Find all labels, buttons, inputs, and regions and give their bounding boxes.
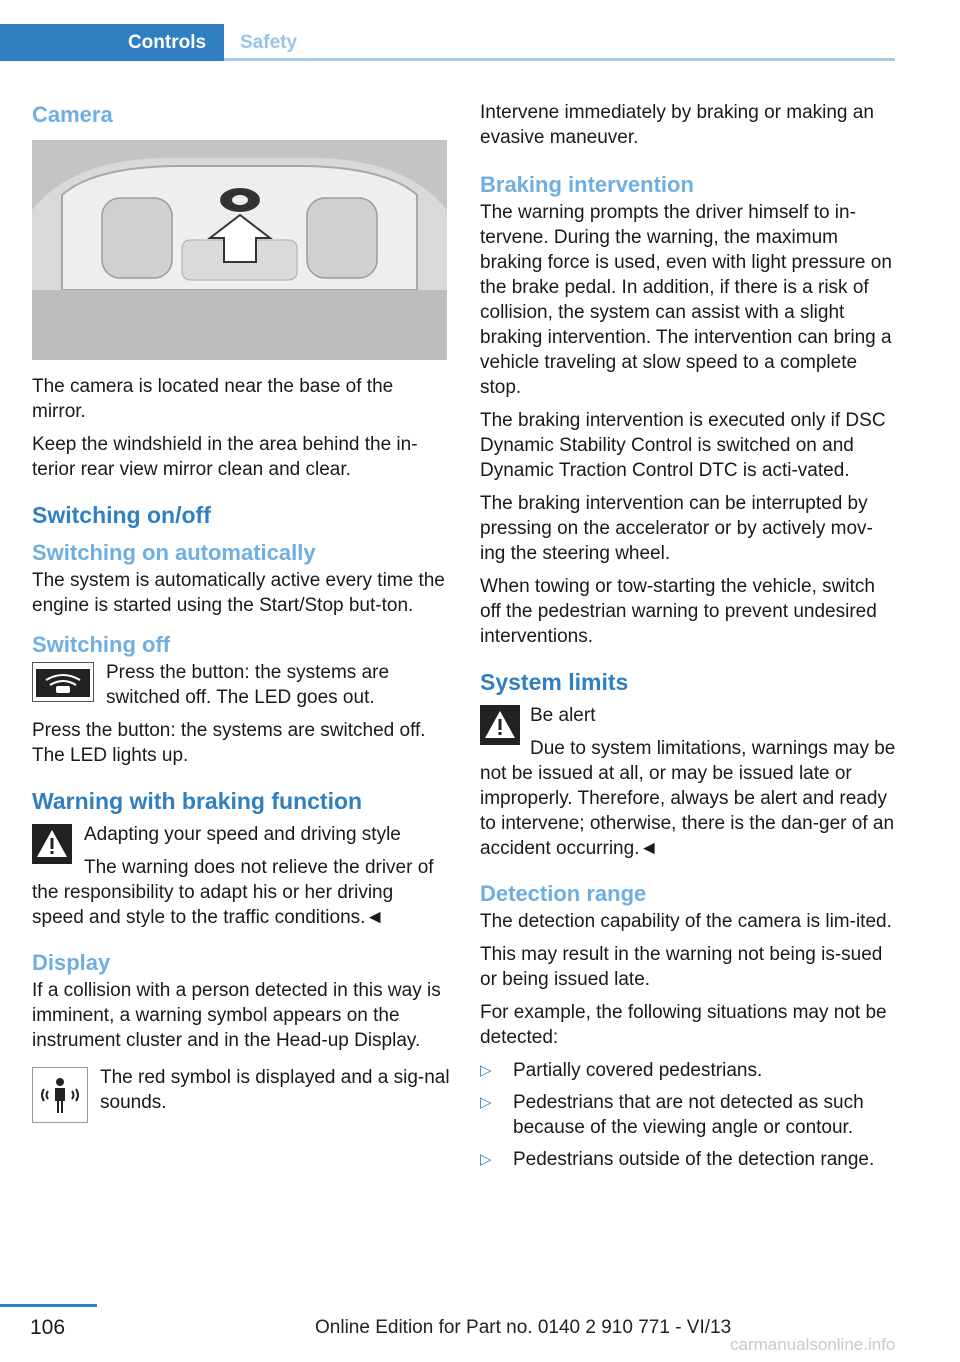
warning-note-title: Adapting your speed and driving style	[84, 824, 401, 845]
warning-triangle-icon	[32, 824, 72, 864]
detection-text-3: For example, the following situations may not be detected:	[480, 1002, 887, 1048]
switch-off-note-text: Press the button: the systems are switched off. The LED goes out.	[106, 662, 390, 708]
pedestrian-warning-symbol-icon	[32, 1067, 88, 1123]
camera-text-1: The camera is located near the base of the mirror.	[32, 376, 394, 422]
display-text: If a collision with a person detected in this way is imminent, a warning symbol appears on the instrument cluster and in the Head-up Display.	[32, 980, 441, 1051]
limits-note	[480, 703, 898, 728]
system-limits-heading: System limits	[480, 669, 629, 695]
braking-text-2: The braking intervention is executed only if DSC Dynamic Stability Control is switched on and Dynamic Traction Control DTC is acti‐vated.	[480, 410, 886, 481]
detection-text-2: This may result in the warning not being is‐sued or being issued late.	[480, 944, 883, 990]
tab-safety[interactable]: Safety	[240, 32, 298, 53]
warning-triangle-icon	[480, 705, 520, 745]
display-note	[32, 1065, 450, 1115]
bullet-icon: ▷	[480, 1062, 492, 1079]
warning-braking-heading: Warning with braking function	[32, 788, 363, 814]
rear-window-camera-photo	[32, 140, 447, 360]
warning-note-text: The warning does not relieve the driver of the responsibility to adapt his or her driving speed and style to the traffic conditions.◄	[32, 857, 434, 928]
list-item-text: Partially covered pedestrians.	[513, 1060, 763, 1081]
page-number: 106	[30, 1316, 66, 1339]
switch-off-note	[32, 660, 450, 710]
detection-heading: Detection range	[480, 881, 647, 906]
limits-note-title: Be alert	[530, 705, 596, 726]
list-item	[480, 1147, 898, 1172]
warning-note	[32, 822, 450, 847]
list-item-text: Pedestrians outside of the detection range.	[513, 1149, 875, 1170]
left-column	[32, 100, 450, 1123]
detection-text-1: The detection capability of the camera is lim‐ited.	[480, 911, 892, 932]
bullet-icon: ▷	[480, 1151, 492, 1168]
footer-rule	[0, 1304, 97, 1307]
header-tabs	[0, 24, 895, 61]
braking-text-1: The warning prompts the driver himself to in‐tervene. During the warning, the maximum braking force is used, even with light pressure on the brake pedal. In addition, if there is a risk of collision, the system can assist with a slight braking intervention. The intervention can bring a vehicle traveling at slow speed to a complete stop.	[480, 202, 892, 398]
pedestrian-warning-button-icon	[32, 662, 94, 702]
right-column	[480, 100, 898, 1179]
edition-label: Online Edition for Part no. 0140 2 910 771 - VI/13	[315, 1317, 732, 1338]
tab-controls[interactable]: Controls	[110, 24, 224, 61]
braking-text-4: When towing or tow-starting the vehicle, switch off the pedestrian warning to prevent undesired interventions.	[480, 576, 877, 647]
intervene-text: Intervene immediately by braking or making an evasive maneuver.	[480, 102, 874, 148]
limits-note-text: Due to system limitations, warnings may be not be issued at all, or may be issued late or improperly. Therefore, always be alert and ready to intervene; otherwise, there is the dan‐ger of an accident occurring.◄	[480, 738, 896, 859]
auto-text: The system is automatically active every time the engine is started using the Start/Stop but‐ton.	[32, 570, 445, 616]
braking-heading: Braking intervention	[480, 172, 694, 197]
list-item-text: Pedestrians that are not detected as such because of the viewing angle or contour.	[513, 1092, 864, 1138]
header-rule	[224, 58, 895, 61]
detection-list	[480, 1058, 898, 1172]
off-heading: Switching off	[32, 632, 171, 657]
list-item	[480, 1090, 898, 1140]
display-heading: Display	[32, 950, 111, 975]
bullet-icon: ▷	[480, 1094, 492, 1111]
display-note-text: The red symbol is displayed and a sig‐nal sounds.	[100, 1067, 450, 1113]
tab-accent-bar	[0, 24, 110, 61]
switching-heading: Switching on/off	[32, 502, 211, 528]
watermark: carmanualsonline.info	[730, 1335, 896, 1354]
camera-text-2: Keep the windshield in the area behind the in‐terior rear view mirror clean and clear.	[32, 434, 418, 480]
braking-text-3: The braking intervention can be interrupted by pressing on the accelerator or by actively mov‐ing the steering wheel.	[480, 493, 873, 564]
list-item	[480, 1058, 898, 1083]
switch-off-text: Press the button: the systems are switched off. The LED lights up.	[32, 720, 426, 766]
camera-heading: Camera	[32, 102, 113, 127]
auto-heading: Switching on automatically	[32, 540, 316, 565]
